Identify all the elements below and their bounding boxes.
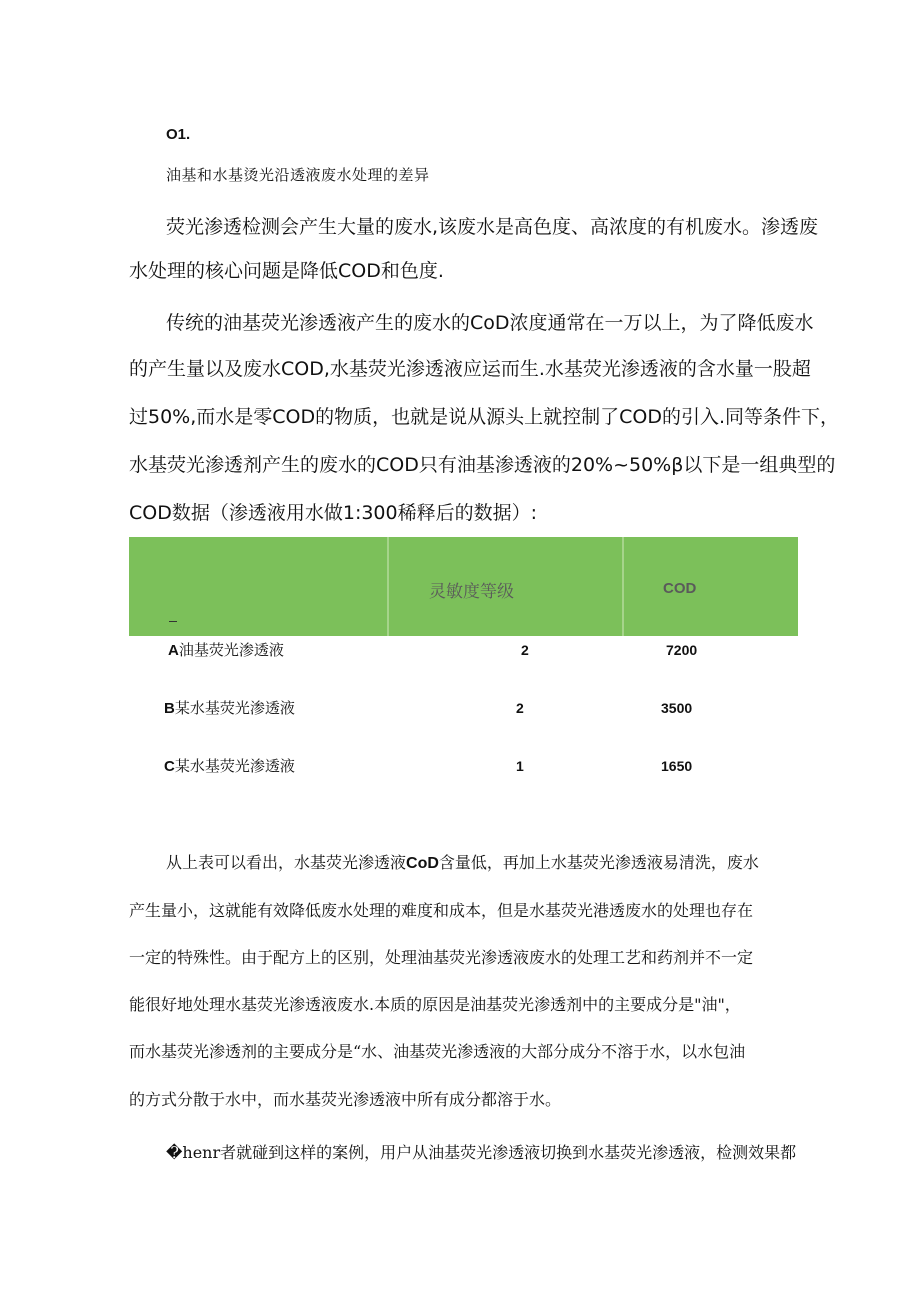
- paragraph-4-line-1: �henr者就碰到这样的案例，用户从油基荧光渗透液切换到水基荧光渗透液，检测效果都: [166, 1143, 797, 1162]
- paragraph-3-line-5: 而水基荧光渗透剂的主要成分是“水、油基荧光渗透液的大部分成分不溶于水，以水包油: [129, 1042, 746, 1061]
- paragraph-1-line-1: 荧光渗透检测会产生大量的废水,该废水是高色度、高浓度的有机废水。渗透废: [166, 216, 819, 238]
- table-row-label: A油基荧光渗透液: [168, 641, 284, 659]
- header-sensitivity: 灵敏度等级: [429, 582, 514, 602]
- header-dash: [169, 621, 177, 622]
- header-cod: COD: [663, 580, 697, 597]
- paragraph-2-line-1: 传统的油基荧光渗透液产生的废水的CoD浓度通常在一万以上，为了降低废水: [166, 312, 814, 334]
- section-title: 油基和水基烫光沿透液废水处理的差异: [166, 166, 430, 184]
- paragraph-3-line-1: 从上表可以看出，水基荧光渗透液CoD含量低，再加上水基荧光渗透液易清洗，废水: [166, 853, 759, 872]
- section-number: O1.: [166, 126, 191, 143]
- table-row-label: B某水基荧光渗透液: [164, 699, 295, 717]
- paragraph-3-line-2: 产生量小，这就能有效降低废水处理的难度和成本，但是水基荧光港透废水的处理也存在: [129, 901, 754, 920]
- table-cell-level: 2: [521, 642, 529, 658]
- table-cell-level: 1: [516, 758, 524, 774]
- column-divider: [622, 537, 624, 636]
- table-cell-level: 2: [516, 700, 524, 716]
- paragraph-3-line-6: 的方式分散于水中，而水基荧光渗透液中所有成分都溶于水。: [129, 1090, 562, 1109]
- table-cell-cod: 7200: [666, 642, 698, 658]
- paragraph-3-line-3: 一定的特殊性。由于配方上的区别，处理油基荧光渗透液废水的处理工艺和药剂并不一定: [129, 948, 754, 967]
- column-divider: [387, 537, 389, 636]
- paragraph-2-line-3: 过50%,而水是零COD的物质，也就是说从源头上就控制了COD的引入.同等条件下，: [129, 406, 840, 428]
- paragraph-3-line-4: 能很好地处理水基荧光渗透液废水.本质的原因是油基荧光渗透剂中的主要成分是"油"，: [129, 995, 741, 1014]
- table-row-label: C某水基荧光渗透液: [164, 757, 295, 775]
- paragraph-2-line-5: COD数据（渗透液用水做1:300稀释后的数据）:: [129, 502, 538, 524]
- table-cell-cod: 1650: [661, 758, 693, 774]
- paragraph-2-line-4: 水基荧光渗透剂产生的废水的COD只有油基渗透液的20%~50%β以下是一组典型的: [129, 454, 836, 476]
- paragraph-1-line-2: 水处理的核心问题是降低COD和色度.: [129, 260, 444, 282]
- table-header: [129, 537, 798, 636]
- table-cell-cod: 3500: [661, 700, 693, 716]
- paragraph-2-line-2: 的产生量以及废水COD,水基荧光渗透液应运而生.水基荧光渗透液的含水量一股超: [129, 358, 811, 380]
